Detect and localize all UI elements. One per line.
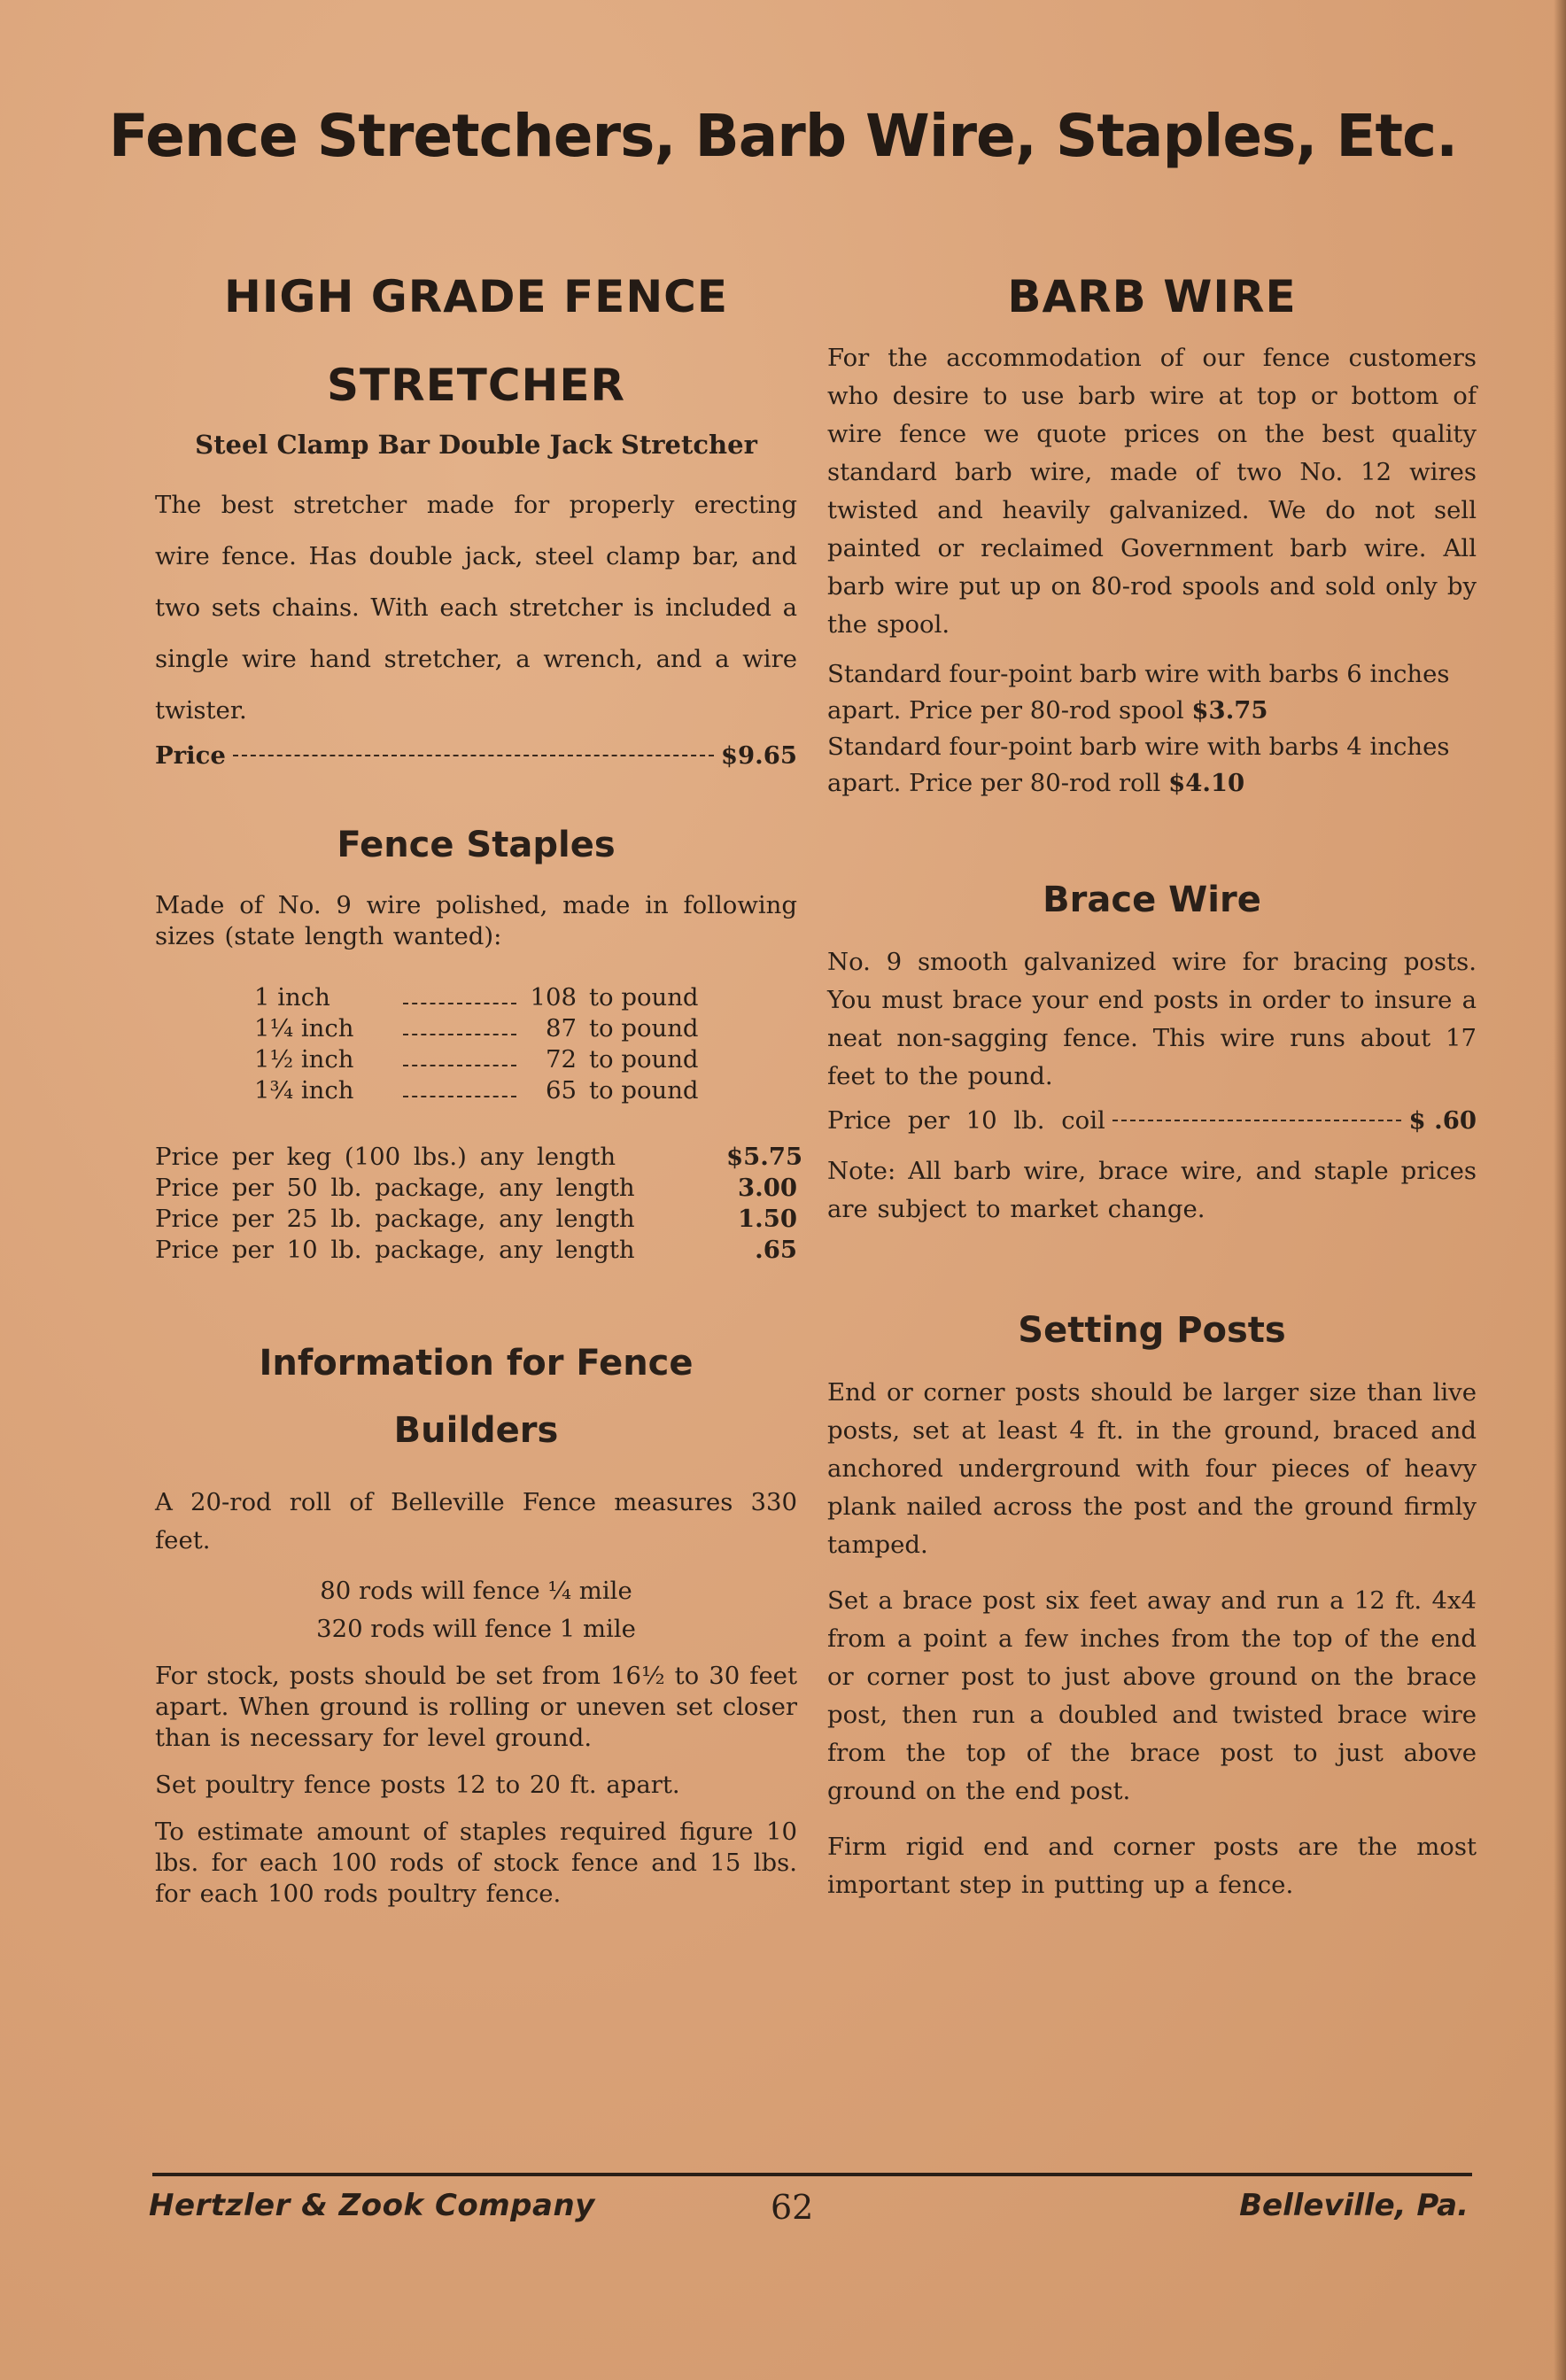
staple-size-row	[254, 982, 797, 1013]
staple-size-row	[254, 1013, 797, 1044]
package-price-label: Price per 10 lb. package, any length	[155, 1236, 635, 1264]
setting-para-3: Firm rigid end and corner posts are the most important step in putting up a fence.	[827, 1833, 1477, 1899]
barb-item-1	[827, 656, 1477, 729]
rods-line-2: 320 rods will fence 1 mile	[316, 1615, 636, 1643]
brace-note: Note: All barb wire, brace wire, and staple prices are subject to market change.	[827, 1157, 1477, 1223]
page-title: Fence Stretchers, Barb Wire, Staples, Etc.	[108, 102, 1458, 170]
right-column	[827, 252, 1477, 1904]
staple-count: 65	[546, 1076, 577, 1105]
package-price-row	[155, 1204, 797, 1235]
info-poultry-text: Set poultry fence posts 12 to 20 ft. apart.	[155, 1771, 680, 1799]
barb-heading: BARB WIRE	[1007, 271, 1297, 322]
leader-dots	[233, 755, 714, 756]
info-heading-line2: Builders	[393, 1410, 559, 1451]
left-column	[155, 252, 803, 1910]
package-price-row	[155, 1173, 797, 1204]
staple-size-row	[254, 1044, 797, 1075]
package-price-label: Price per 25 lb. package, any length	[155, 1205, 635, 1233]
package-price-label: Price per keg (100 lbs.) any length	[155, 1143, 616, 1171]
barb-item-2	[827, 729, 1477, 802]
stretcher-price-value: $9.65	[720, 741, 797, 770]
stretcher-description: The best stretcher made for properly erecting wire fence. Has double jack, steel clamp bar, and two sets chains. With each stretcher is included a single wire hand stretcher, a wrench, and a wire twister.	[155, 491, 797, 725]
stretcher-price-row	[155, 741, 797, 770]
staple-unit: to pound	[589, 1045, 699, 1074]
staple-size: 1½ inch	[254, 1045, 354, 1074]
stretcher-subheading: Steel Clamp Bar Double Jack Stretcher	[195, 430, 757, 460]
staple-size: 1 inch	[254, 983, 330, 1012]
staples-intro: Made of No. 9 wire polished, made in following sizes (state length wanted):	[155, 891, 797, 950]
staple-sizes-list	[155, 982, 797, 1106]
staple-count: 72	[546, 1045, 577, 1074]
info-staples-estimate: To estimate amount of staples required figure 10 lbs. for each 100 rods of stock fence and 15 lbs. for each 100 rods poultry fence.	[155, 1818, 797, 1908]
rods-line-1: 80 rods will fence ¼ mile	[320, 1577, 632, 1605]
leader-dots	[403, 973, 516, 1004]
package-price-value: 1.50	[738, 1205, 797, 1233]
staple-size: 1¾ inch	[254, 1076, 354, 1105]
barb-item-2-price: $4.10	[1168, 769, 1245, 797]
setting-heading: Setting Posts	[1018, 1310, 1286, 1351]
footer-rule	[152, 2173, 1472, 2176]
staple-unit: to pound	[589, 1014, 699, 1043]
package-price-value: .65	[755, 1236, 797, 1264]
staple-unit: to pound	[589, 1076, 699, 1105]
staple-unit: to pound	[589, 983, 699, 1012]
stretcher-heading-line1: HIGH GRADE FENCE	[223, 271, 729, 322]
leader-dots	[403, 1066, 516, 1097]
staple-size: 1¼ inch	[254, 1014, 354, 1043]
brace-price-row	[827, 1106, 1477, 1135]
info-roll-text: A 20-rod roll of Belleville Fence measures 330 feet.	[155, 1488, 797, 1554]
barb-item-1-price: $3.75	[1191, 696, 1268, 725]
brace-heading: Brace Wire	[1043, 880, 1261, 920]
brace-price-label: Price per 10 lb. coil	[827, 1106, 1105, 1135]
page-edge-shadow	[1554, 0, 1566, 2380]
package-price-value: $5.75	[726, 1143, 803, 1171]
barb-item-2-text: Standard four-point barb wire with barbs 4 inches apart. Price per 80-rod roll	[827, 733, 1450, 797]
stretcher-price-label: Price	[155, 741, 226, 770]
package-price-label: Price per 50 lb. package, any length	[155, 1174, 635, 1202]
brace-price-value: $ .60	[1408, 1106, 1477, 1135]
leader-dots	[403, 1004, 516, 1035]
setting-para-1: End or corner posts should be larger size than live posts, set at least 4 ft. in the ground, braced and anchored underground with four pieces of heavy plank nailed across the post and the ground firmly tamped.	[827, 1378, 1477, 1559]
staples-heading: Fence Staples	[337, 825, 616, 865]
info-heading-line1: Information for Fence	[259, 1343, 694, 1384]
leader-dots	[403, 1035, 516, 1066]
brace-description: No. 9 smooth galvanized wire for bracing posts. You must brace your end posts in order to insure a neat non-sagging fence. This wire runs about 17 feet to the pound.	[827, 948, 1477, 1090]
package-price-row	[155, 1235, 797, 1266]
setting-para-2: Set a brace post six feet away and run a 12 ft. 4x4 from a point a few inches from the top of the end or corner post to just above ground on the brace post, then run a doubled and twisted brace wire from the top of the brace post to just above ground on the end post.	[827, 1586, 1477, 1805]
footer-page-number: 62	[771, 2188, 814, 2227]
package-price-value: 3.00	[738, 1174, 797, 1202]
staple-size-row	[254, 1075, 797, 1106]
staple-package-prices	[155, 1142, 803, 1266]
footer-location: Belleville, Pa.	[1239, 2188, 1469, 2223]
barb-item-1-text: Standard four-point barb wire with barbs 6 inches apart. Price per 80-rod spool	[827, 660, 1450, 725]
footer-company: Hertzler & Zook Company	[149, 2188, 595, 2223]
package-price-row	[155, 1142, 803, 1173]
barb-description: For the accommodation of our fence customers who desire to use barb wire at top or bottom of wire fence we quote prices on the best quality standard barb wire, made of two No. 12 wires twisted and heavily galvanized. We do not sell painted or reclaimed Government barb wire. All barb wire put up on 80-rod spools and sold only by the spool.	[827, 344, 1477, 639]
staple-count: 87	[546, 1014, 577, 1043]
staple-count: 108	[530, 983, 577, 1012]
leader-dots	[1112, 1120, 1402, 1121]
stretcher-heading-line2: STRETCHER	[326, 360, 626, 411]
info-stock-text: For stock, posts should be set from 16½ to 30 feet apart. When ground is rolling or uneven set closer than is necessary for level ground.	[155, 1662, 797, 1752]
